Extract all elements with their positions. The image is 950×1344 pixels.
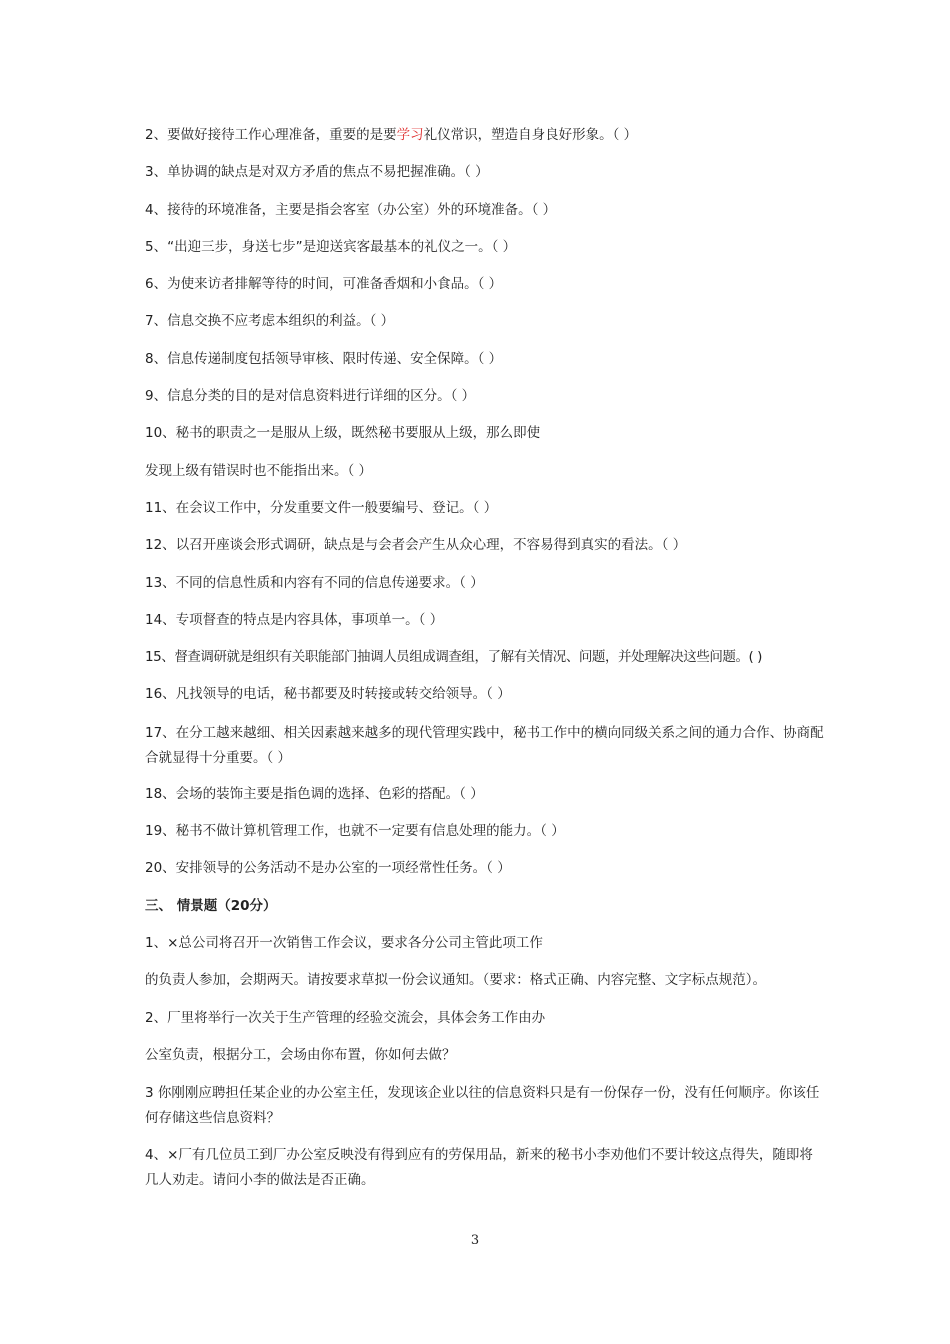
question-2	[145, 124, 825, 146]
scenario-4: 4、×厂有几位员工到厂办公室反映没有得到应有的劳保用品，新来的秘书小李劝他们不要计较这点得失，随即将几人劝走。请问小李的做法是否正确。	[145, 1147, 813, 1189]
question-14: 14、专项督查的特点是内容具体，事项单一。（ ）	[145, 611, 444, 628]
question-12: 12、以召开座谈会形式调研，缺点是与会者会产生从众心理，不容易得到真实的看法。（ ）	[145, 537, 687, 554]
question-20: 20、安排领导的公务活动不是办公室的一项经常性任务。（ ）	[145, 860, 511, 877]
question-10: 10、秘书的职责之一是服从上级，既然秘书要服从上级，那么即使	[145, 425, 541, 442]
page-content	[145, 124, 825, 1205]
question-2-text-end: 礼仪常识，塑造自身良好形象。（ ）	[423, 127, 638, 143]
question-10-continued: 发现上级有错误时也不能指出来。（ ）	[145, 462, 373, 479]
scenario-1: 1、×总公司将召开一次销售工作会议，要求各分公司主管此项工作	[145, 934, 543, 951]
question-17: 17、在分工越来越细、相关因素越来越多的现代管理实践中，秘书工作中的横向同级关系之间的通力合作、协商配合就显得十分重要。（ ）	[145, 724, 824, 766]
question-9: 9、信息分类的目的是对信息资料进行详细的区分。（ ）	[145, 388, 476, 405]
question-6: 6、为使来访者排解等待的时间，可准备香烟和小食品。（ ）	[145, 276, 503, 293]
question-16: 16、凡找领导的电话，秘书都要及时转接或转交给领导。（ ）	[145, 686, 511, 703]
section-heading: 三、 情景题（20分）	[145, 897, 277, 914]
question-3: 3、单协调的缺点是对双方矛盾的焦点不易把握准确。（ ）	[145, 164, 489, 181]
question-11: 11、在会议工作中，分发重要文件一般要编号、登记。（ ）	[145, 499, 498, 516]
question-7: 7、信息交换不应考虑本组织的利益。（ ）	[145, 313, 395, 330]
scenario-2: 2、厂里将举行一次关于生产管理的经验交流会，具体会务工作由办	[145, 1009, 546, 1026]
page-number: 3	[470, 1233, 480, 1248]
scenario-3: 3 你刚刚应聘担任某企业的办公室主任，发现该企业以往的信息资料只是有一份保存一份，没有任何顺序。你该任何存储这些信息资料？	[145, 1085, 820, 1127]
question-4: 4、接待的环境准备，主要是指会客室（办公室）外的环境准备。（ ）	[145, 201, 557, 218]
question-18: 18、会场的装饰主要是指色调的选择、色彩的搭配。（ ）	[145, 785, 484, 802]
question-8: 8、信息传递制度包括领导审核、限时传递、安全保障。（ ）	[145, 350, 503, 367]
scenario-2-continued: 公室负责，根据分工，会场由你布置，你如何去做？	[145, 1046, 456, 1063]
question-5: 5、“出迎三步，身送七步”是迎送宾客最基本的礼仪之一。（ ）	[145, 238, 517, 255]
question-2-text: 2、要做好接待工作心理准备，重要的是要	[145, 127, 397, 143]
question-19: 19、秘书不做计算机管理工作，也就不一定要有信息处理的能力。（ ）	[145, 823, 565, 840]
question-15: 15、督查调研就是组织有关职能部门抽调人员组成调查组，了解有关情况、问题，并处理解决这些问题。( )	[145, 649, 763, 666]
highlighted-word: 学习	[396, 127, 424, 143]
question-13: 13、不同的信息性质和内容有不同的信息传递要求。（ ）	[145, 574, 484, 591]
scenario-1-continued: 的负责人参加，会期两天。请按要求草拟一份会议通知。（要求：格式正确、内容完整、文字标点规范）。	[145, 972, 766, 989]
